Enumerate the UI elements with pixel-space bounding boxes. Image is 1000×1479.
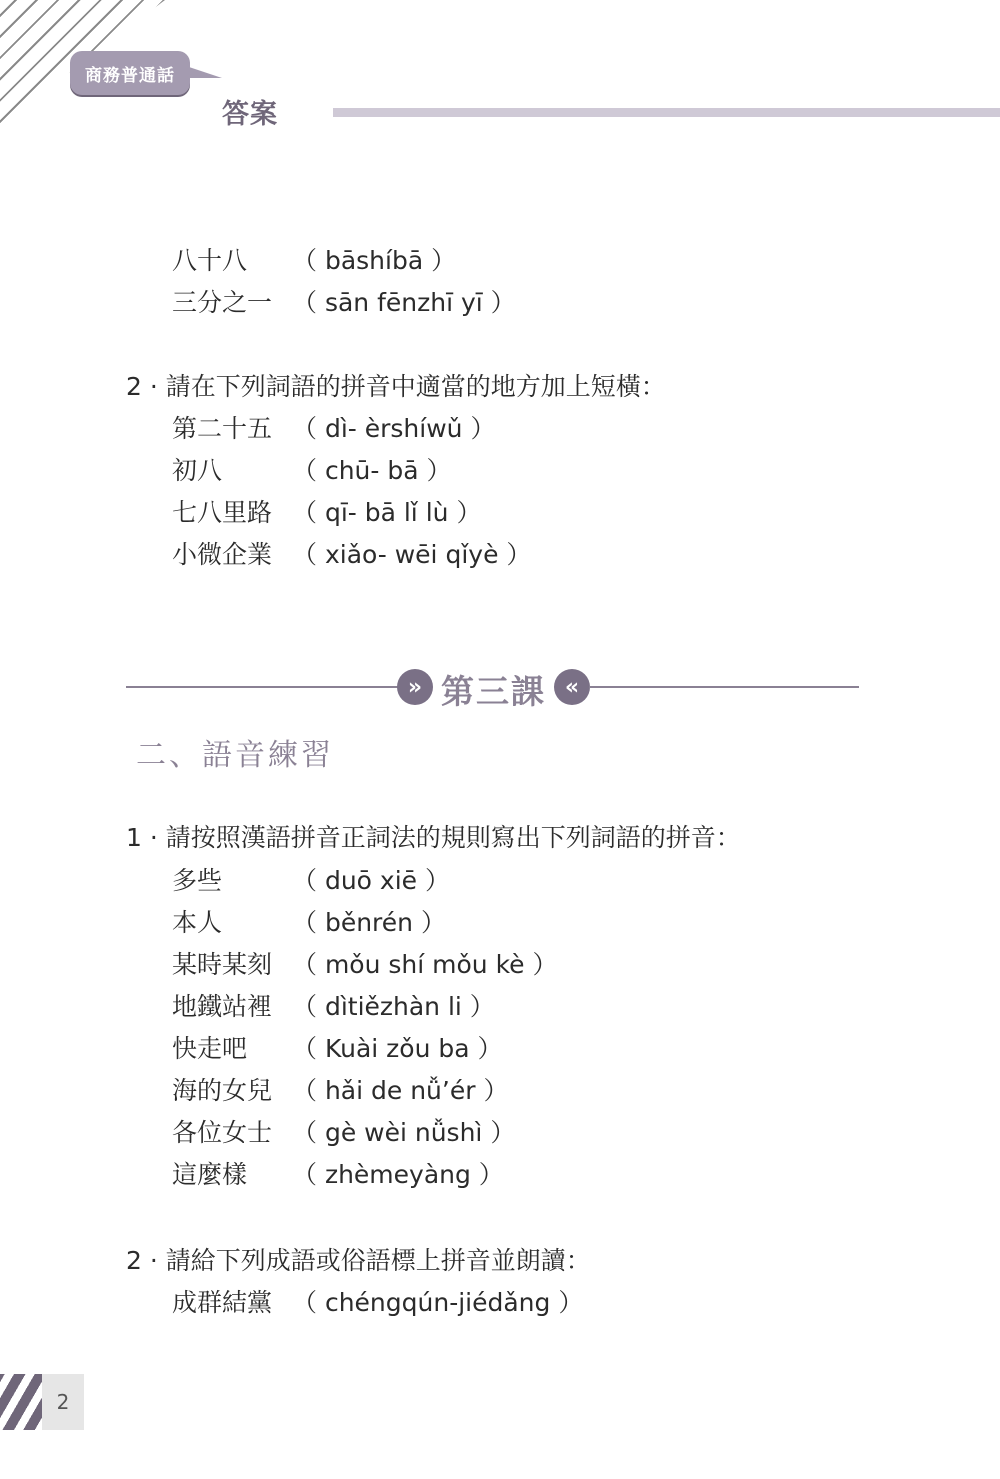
question-heading — [126, 372, 666, 402]
question-prompt: 請給下列成語或俗語標上拼音並朗讀： — [165, 1246, 591, 1275]
pinyin: （ běnrén ） — [292, 908, 446, 937]
term: 某時某刻 — [172, 950, 273, 979]
pinyin: （ Kuài zǒu ba ） — [292, 1034, 503, 1063]
pinyin: （ chū- bā ） — [292, 456, 452, 485]
pinyin: （ dìtiězhàn li ） — [292, 992, 495, 1021]
page-number: 2 — [42, 1374, 84, 1430]
term: 第二十五 — [172, 414, 273, 443]
question-number: 1 · — [126, 823, 158, 852]
double-chevron-right-icon: » — [397, 669, 433, 705]
pinyin: （ duō xiē ） — [292, 866, 450, 895]
term: 這麼樣 — [172, 1160, 248, 1189]
term: 本人 — [172, 908, 223, 937]
pinyin: （ xiǎo- wēi qǐyè ） — [292, 540, 532, 569]
pinyin: （ dì- èrshíwǔ ） — [292, 414, 496, 443]
lesson-title: 第三課 — [441, 672, 546, 711]
term: 地鐵站裡 — [172, 992, 273, 1021]
lesson-rule-left — [126, 686, 398, 688]
pinyin: （ gè wèi nǚshì ） — [292, 1118, 516, 1147]
term: 各位女士 — [172, 1118, 273, 1147]
term: 快走吧 — [172, 1034, 248, 1063]
question-heading — [126, 1246, 591, 1276]
page-section-title: 答案 — [222, 99, 278, 130]
pinyin: （ qī- bā lǐ lù ） — [292, 498, 482, 527]
double-chevron-left-icon: « — [554, 669, 590, 705]
section-heading: 二、語音練習 — [136, 738, 334, 773]
pinyin: （ hǎi de nǚ’ér ） — [292, 1076, 509, 1105]
badge-tail-decoration — [186, 66, 222, 78]
pinyin: （ mǒu shí mǒu kè ） — [292, 950, 558, 979]
term: 成群結黨 — [172, 1288, 273, 1317]
question-heading — [126, 823, 741, 853]
term: 小微企業 — [172, 540, 273, 569]
term: 海的女兒 — [172, 1076, 273, 1105]
question-number: 2 · — [126, 372, 158, 401]
footer-hatch-decoration — [0, 1374, 44, 1430]
book-title-badge: 商務普通話 — [70, 51, 190, 95]
question-prompt: 請按照漢語拼音正詞法的規則寫出下列詞語的拼音： — [165, 823, 741, 852]
lesson-rule-right — [589, 686, 859, 688]
term: 八十八 — [172, 246, 248, 275]
term: 初八 — [172, 456, 223, 485]
pinyin: （ zhèmeyàng ） — [292, 1160, 504, 1189]
header-rule — [333, 108, 1000, 117]
term: 七八里路 — [172, 498, 273, 527]
pinyin: （ chéngqún-jiédǎng ） — [292, 1288, 584, 1317]
term: 多些 — [172, 866, 223, 895]
pinyin: （ sān fēnzhī yī ） — [292, 288, 516, 317]
term: 三分之一 — [172, 288, 273, 317]
pinyin: （ bāshíbā ） — [292, 246, 457, 275]
question-number: 2 · — [126, 1246, 158, 1275]
question-prompt: 請在下列詞語的拼音中適當的地方加上短橫： — [165, 372, 666, 401]
